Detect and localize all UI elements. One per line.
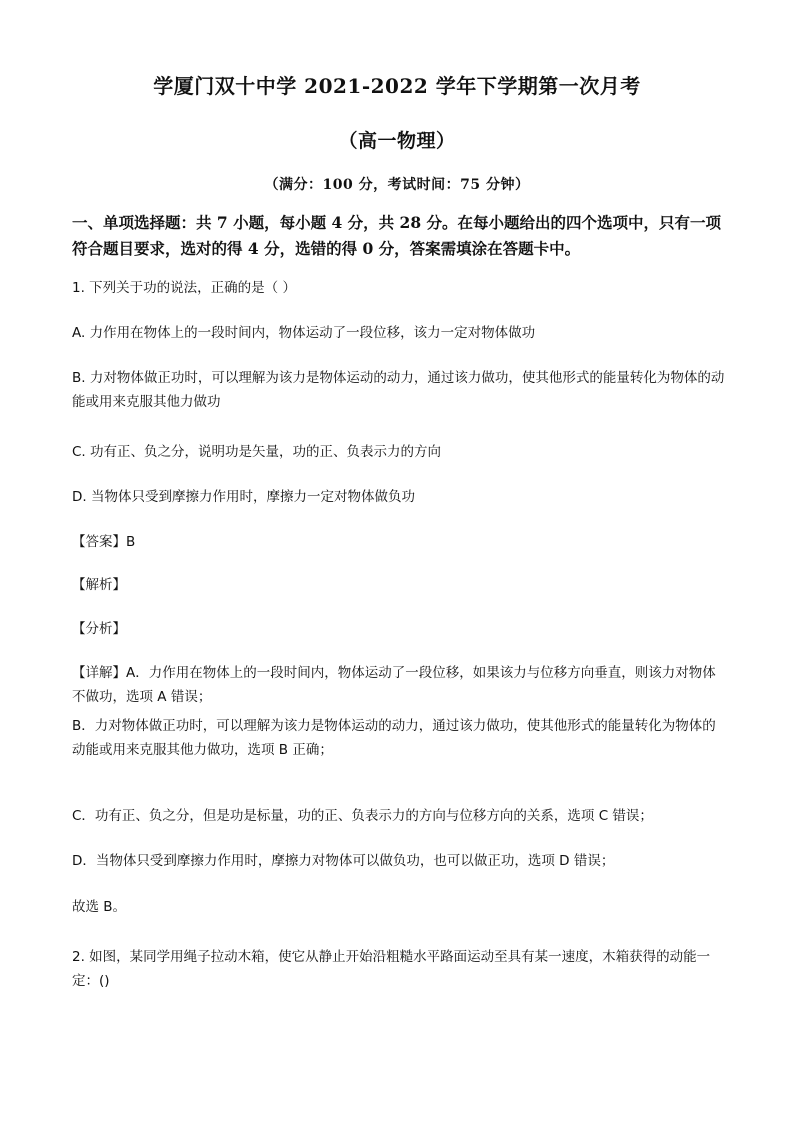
question-1-option-b: B. 力对物体做正功时，可以理解为该力是物体运动的动力，通过该力做功，使其他形式的能量转化为物体的动能或用来克服其他力做功 <box>72 370 725 410</box>
exam-info: （满分：100 分，考试时间：75 分钟） <box>264 177 530 193</box>
detail-d: D．当物体只受到摩擦力作用时，摩擦力对物体可以做负功，也可以做正功，选项 D 错误； <box>72 853 615 869</box>
exam-subject: （高一物理） <box>338 130 456 152</box>
question-1-option-c: C. 功有正、负之分，说明功是矢量，功的正、负表示力的方向 <box>72 444 442 460</box>
exam-title: 学厦门双十中学 2021-2022 学年下学期第一次月考 <box>153 74 641 98</box>
section-heading: 一、单项选择题：共 7 小题，每小题 4 分，共 28 分。在每小题给出的四个选项中，只有一项符合题目要求，选对的得 4 分，选错的得 0 分，答案需填涂在答题卡中。 <box>72 213 722 258</box>
fenxi-label: 【分析】 <box>72 621 126 637</box>
question-1-stem: 1. 下列关于功的说法，正确的是（ ） <box>72 280 296 296</box>
conclusion: 故选 B。 <box>72 899 127 915</box>
detail-b: B．力对物体做正功时，可以理解为该力是物体运动的动力，通过该力做功，使其他形式的能量转化为物体的动能或用来克服其他力做功，选项 B 正确； <box>72 718 716 758</box>
answer-label: 【答案】B <box>72 534 136 550</box>
question-2-stem: 2. 如图，某同学用绳子拉动木箱，使它从静止开始沿粗糙水平路面运动至具有某一速度，木箱获得的动能一定：() <box>72 949 711 989</box>
detail-a: 【详解】A．力作用在物体上的一段时间内，物体运动了一段位移，如果该力与位移方向垂直，则该力对物体不做功，选项 A 错误； <box>72 665 716 705</box>
detail-c: C．功有正、负之分，但是功是标量，功的正、负表示力的方向与位移方向的关系，选项 C 错误； <box>72 808 653 824</box>
analysis-label: 【解析】 <box>72 577 126 593</box>
question-1-option-d: D. 当物体只受到摩擦力作用时，摩擦力一定对物体做负功 <box>72 489 415 505</box>
question-1-option-a: A. 力作用在物体上的一段时间内，物体运动了一段位移，该力一定对物体做功 <box>72 325 536 341</box>
